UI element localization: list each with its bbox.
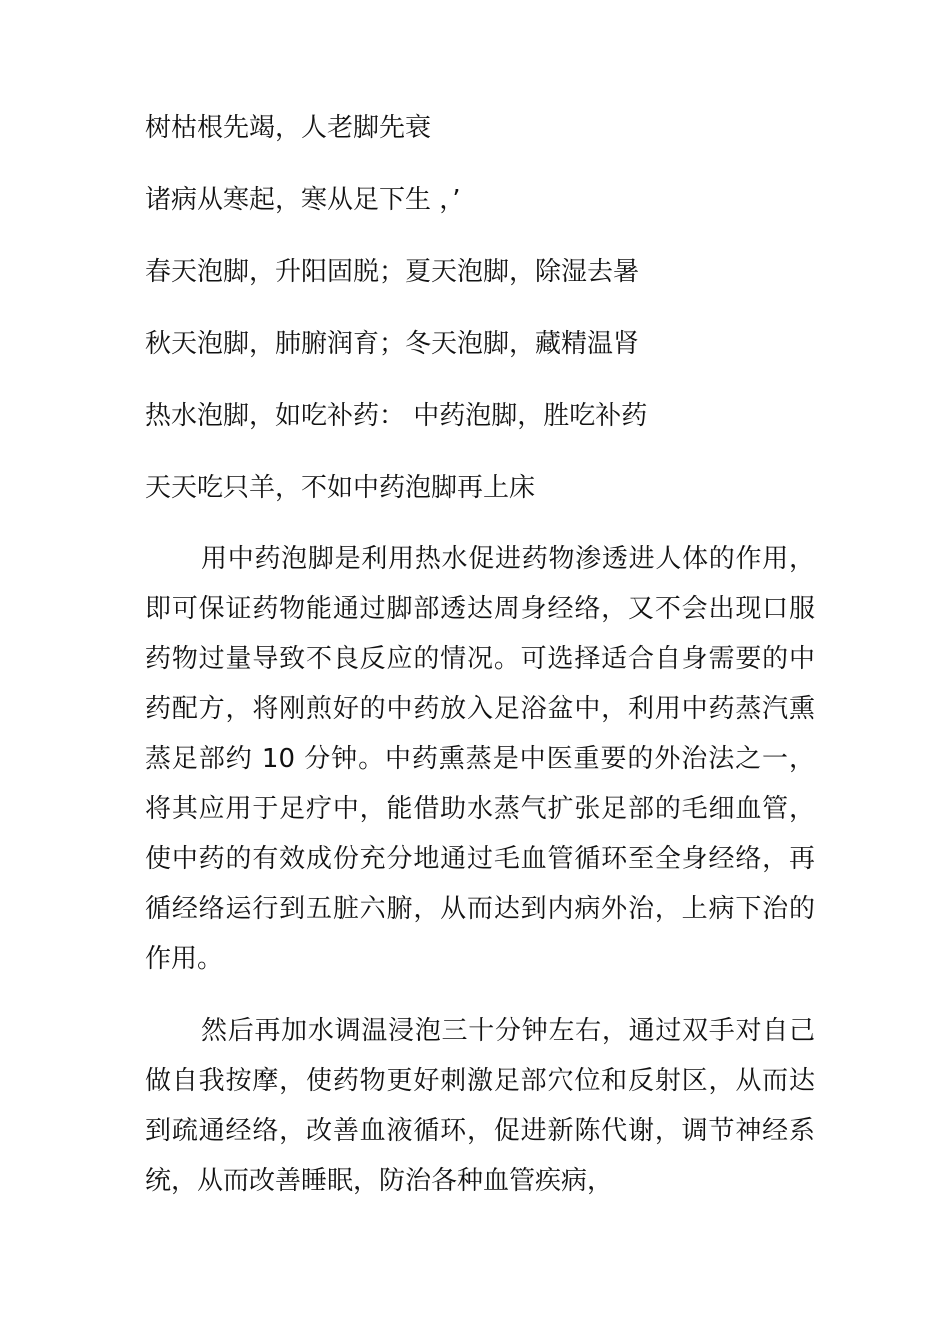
body-paragraph: 然后再加水调温浸泡三十分钟左右，通过双手对自己做自我按摩，使药物更好刺激足部穴位和反射区，从而达到疏通经络，改善血液循环，促进新陈代谢，调节神经系统，从而改善睡眠，防治各种血管疾病， — [145, 1016, 815, 1196]
body-paragraph: 用中药泡脚是利用热水促进药物渗透进人体的作用，即可保证药物能通过脚部透达周身经络，又不会出现口服药物过量导致不良反应的情况。可选择适合自身需要的中药配方，将刚煎好的中药放入足浴盆中，利用中药蒸汽熏蒸足部约 10 分钟。中药熏蒸是中医重要的外治法之一，将其应用于足疗中，能借助水蒸气扩张足部的毛细血管，使中药的有效成份充分地通过毛血管循环至全身经络，再循经络运行到五脏六腑，从而达到内病外治，上病下治的作用。 — [145, 544, 815, 974]
verse-line: 春天泡脚，升阳固脱；夏天泡脚，除湿去暑 — [145, 257, 640, 287]
verse-line: 天天吃只羊，不如中药泡脚再上床 — [145, 473, 536, 503]
verse-line: 诸病从寒起，寒从足下生 ，’ — [145, 185, 461, 215]
verse-line: 树枯根先竭，人老脚先衰 — [145, 113, 432, 143]
verse-line: 秋天泡脚，肺腑润育；冬天泡脚，藏精温肾 — [145, 329, 640, 359]
verse-line: 热水泡脚，如吃补药： 中药泡脚，胜吃补药 — [145, 401, 648, 431]
